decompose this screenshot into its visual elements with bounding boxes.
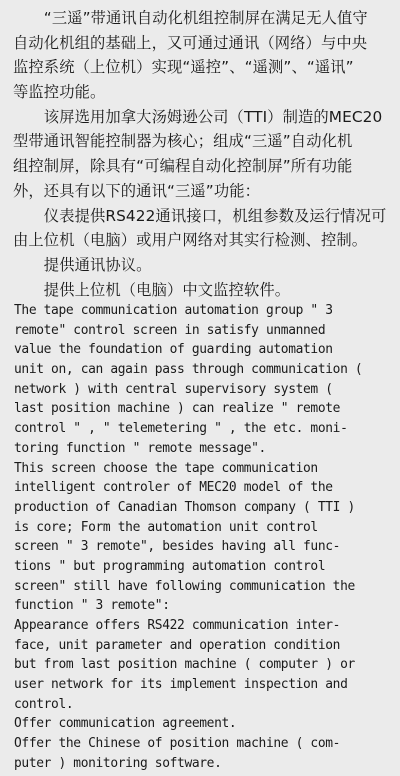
english-line: is core; Form the automation unit control [14,519,318,535]
chinese-line: “三遥”带通讯自动化机组控制屏在满足无人值守 [13,9,368,27]
english-line: control. [14,696,74,712]
english-line: control " , " telemetering " , the etc. moni- [14,421,348,437]
english-line: puter ) monitoring software. [14,755,222,771]
english-line: screen" still have following communication the [14,578,355,594]
chinese-line: 外，还具有以下的通讯“三遥”功能： [13,181,261,200]
english-line: remote" control screen in satisfy unmanned [14,322,326,338]
chinese-line: 提供上位机（电脑）中文监控软件。 [13,280,291,299]
english-line: face, unit parameter and operation condition [14,637,341,653]
english-line: user network for its implement inspection and [14,677,348,693]
english-line: Offer the Chinese of position machine ( com- [14,736,341,752]
english-line: last position machine ) can realize " remote [14,401,341,417]
english-line: but from last position machine ( computer ) or [14,657,355,673]
english-line: value the foundation of guarding automation [14,342,333,358]
english-line: Offer communication agreement. [14,716,237,732]
chinese-line: 监控系统（上位机）实现“遥控”、“遥测”、“遥讯” [13,58,354,77]
english-line: function " 3 remote": [14,598,170,614]
chinese-line: 仪表提供RS422通讯接口，机组参数及运行情况可 [13,206,387,225]
chinese-line: 型带通讯智能控制器为核心；组成“三遥”自动化机 [13,132,353,151]
english-line: tions " but programming automation control [14,558,326,574]
english-line: toring function " remote message". [14,440,266,456]
chinese-line: 等监控功能。 [13,83,106,102]
chinese-line: 该屏选用加拿大汤姆逊公司（TTI）制造的MEC20 [13,107,383,126]
english-line: network ) with central supervisory system ( [14,381,333,397]
english-line: The tape communication automation group " 3 [14,303,333,318]
english-line: production of Canadian Thomson company ( TTI ) [14,499,355,515]
english-line: unit on, can again pass through communication ( [14,362,363,378]
english-line: screen " 3 remote", besides having all func- [14,539,341,555]
chinese-description [13,6,393,302]
english-description [14,301,398,774]
english-line: intelligent controler of MEC20 model of the [14,480,333,496]
chinese-line: 自动化机组的基础上，又可通过通讯（网络）与中央 [13,33,368,52]
chinese-line: 组控制屏，除具有“可编程自动化控制屏”所有功能 [13,157,353,176]
english-line: This screen choose the tape communication [14,460,318,476]
chinese-line: 由上位机（电脑）或用户网络对其实行检测、控制。 [13,231,368,250]
english-line: Appearance offers RS422 communication inter- [14,618,341,633]
chinese-line: 提供通讯协议。 [13,255,152,274]
